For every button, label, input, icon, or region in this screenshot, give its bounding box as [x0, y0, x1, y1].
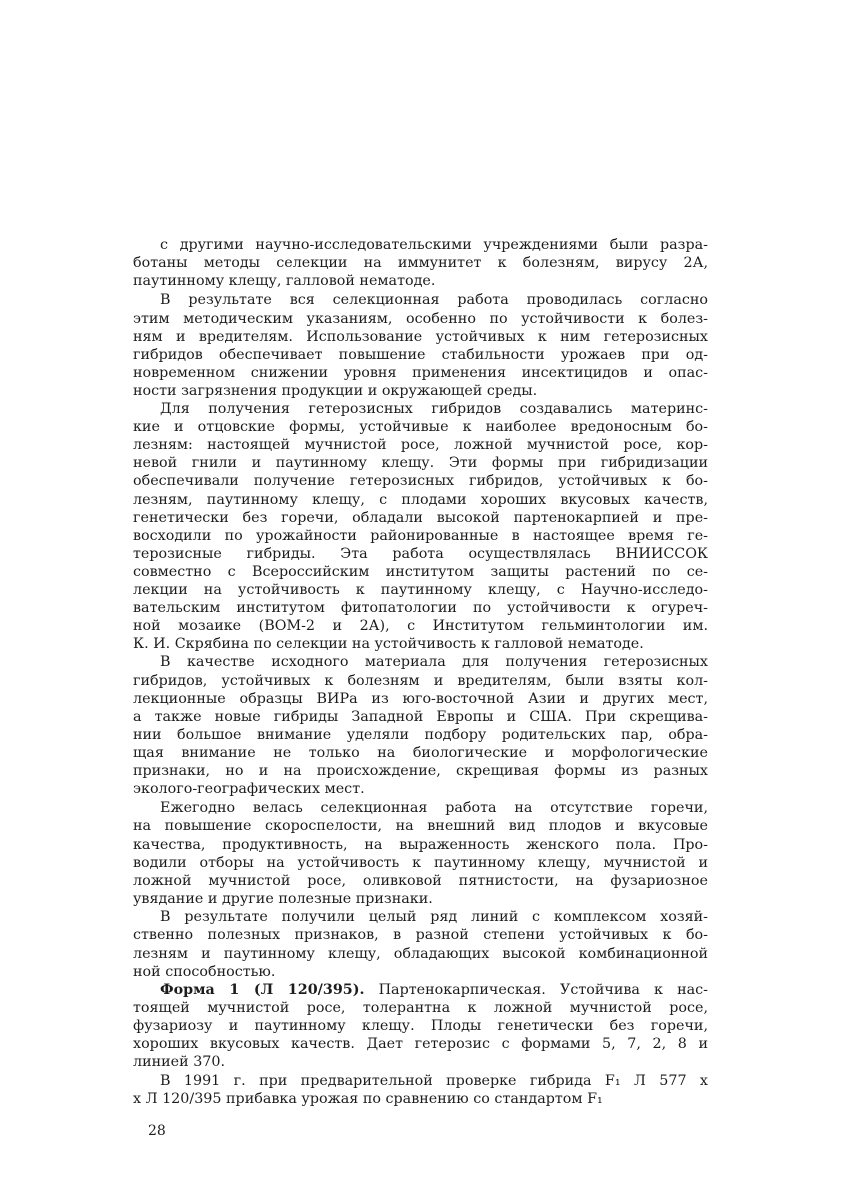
text-line: на повышение скороспелости, на внешний вид плодов и вкусовые [133, 818, 708, 835]
text-line: обеспечивали получение гетерозисных гибридов, устойчивых к бо- [133, 473, 708, 490]
text-line: лекции на устойчивость к паутинному клещу, с Научно-исследо- [133, 581, 708, 598]
text-line: кие и отцовские формы, устойчивые к наиболее вредоносным бо- [133, 419, 708, 436]
text-line: ням и вредителям. Использование устойчивых к ним гетерозисных [133, 328, 708, 345]
paragraph [133, 799, 708, 908]
text-line-rest: Партенокарпическая. Устойчива к нас- [364, 981, 708, 998]
text-line: нии большое внимание уделяли подбору родительских пар, обра- [133, 726, 708, 743]
paragraph [133, 400, 708, 653]
text-line: ственно полезных признаков, в разной степени устойчивых к бо- [133, 927, 708, 944]
text-line: В качестве исходного материала для получения гетерозисных [160, 654, 708, 671]
text-line: Для получения гетерозисных гибридов создавались материнс- [160, 401, 708, 418]
text-line: увядание и другие полезные признаки. [133, 890, 433, 907]
text-line: гибридов, устойчивых к болезням и вредителям, были взяты кол- [133, 672, 708, 689]
text-line: В 1991 г. при предварительной проверке гибрида F₁ Л 577 х [160, 1072, 708, 1089]
text-line: ной способностью. [133, 963, 276, 980]
text-line: восходили по урожайности районированные в настоящее время ге- [133, 527, 708, 544]
body-text [133, 236, 708, 1108]
text-line: эколого-географических мест. [133, 781, 365, 798]
paragraph [133, 291, 708, 400]
text-line: невой гнили и паутинному клещу. Эти формы при гибридизации [133, 455, 708, 472]
paragraph [133, 1072, 708, 1108]
text-line: ложной мучнистой росе, оливковой пятнистости, на фузариозное [133, 872, 708, 889]
text-line: фузариозу и паутинному клещу. Плоды генетически без горечи, [133, 1017, 708, 1034]
text-line: а также новые гибриды Западной Европы и США. При скрещива- [133, 708, 708, 725]
text-line: признаки, но и на происхождение, скрещивая формы из разных [133, 763, 708, 779]
text-line: паутинному клещу, галловой нематоде. [133, 273, 436, 290]
text-line: Ежегодно велась селекционная работа на отсутствие горечи, [160, 800, 708, 817]
text-line: щая внимание не только на биологические и морфологические [133, 744, 708, 761]
text-line: хороших вкусовых качеств. Дает гетерозис с формами 5, 7, 2, 8 и [133, 1035, 708, 1052]
text-line: новременном снижении уровня применения инсектицидов и опас- [133, 364, 708, 381]
text-line: лезням, паутинному клещу, с плодами хороших вкусовых качеств, [133, 491, 708, 508]
text-line: тоящей мучнистой росе, толерантна к ложной мучнистой росе, [133, 999, 708, 1016]
text-line: генетически без горечи, обладали высокой партенокарпией и пре- [133, 509, 708, 526]
form-heading: Форма 1 (Л 120/395). [160, 981, 365, 998]
text-line [133, 981, 708, 999]
text-line: гибридов обеспечивает повышение стабильности урожаев при од- [133, 346, 708, 363]
text-line: совместно с Всероссийским институтом защиты растений по се- [133, 563, 708, 580]
paragraph [133, 653, 708, 798]
paragraph [133, 981, 708, 1071]
text-line: ной мозаике (ВОМ-2 и 2А), с Институтом гельминтологии им. [133, 618, 708, 635]
text-line: В результате получили целый ряд линий с комплексом хозяй- [160, 909, 708, 926]
text-line: этим методическим указаниям, особенно по устойчивости к болез- [133, 310, 708, 327]
text-line: лезням: настоящей мучнистой росе, ложной мучнистой росе, кор- [133, 437, 708, 454]
text-line: ности загрязнения продукции и окружающей среды. [133, 382, 538, 399]
text-line: качества, продуктивность, на выраженность женского пола. Про- [133, 836, 708, 853]
text-line: х Л 120/395 прибавка урожая по сравнению со стандартом F₁ [133, 1090, 603, 1107]
page-number: 28 [148, 1123, 166, 1139]
text-line: вательским институтом фитопатологии по устойчивости к огуреч- [133, 600, 708, 617]
text-line: водили отборы на устойчивость к паутинному клещу, мучнистой и [133, 854, 708, 871]
text-line: линией 370. [133, 1054, 226, 1071]
text-line: терозисные гибриды. Эта работа осуществлялась ВНИИССОК [133, 545, 708, 562]
text-line: ботаны методы селекции на иммунитет к болезням, вирусу 2А, [133, 255, 708, 272]
paragraph [133, 908, 708, 980]
text-line: лезням и паутинному клещу, обладающих высокой комбинационной [133, 945, 708, 962]
paragraph [133, 236, 708, 290]
text-line: с другими научно-исследовательскими учреждениями были разра- [160, 237, 708, 253]
text-line: К. И. Скрябина по селекции на устойчивость к галловой нематоде. [133, 636, 644, 653]
text-line: В результате вся селекционная работа проводилась согласно [160, 292, 708, 309]
text-line: лекционные образцы ВИРа из юго-восточной Азии и других мест, [133, 690, 708, 707]
